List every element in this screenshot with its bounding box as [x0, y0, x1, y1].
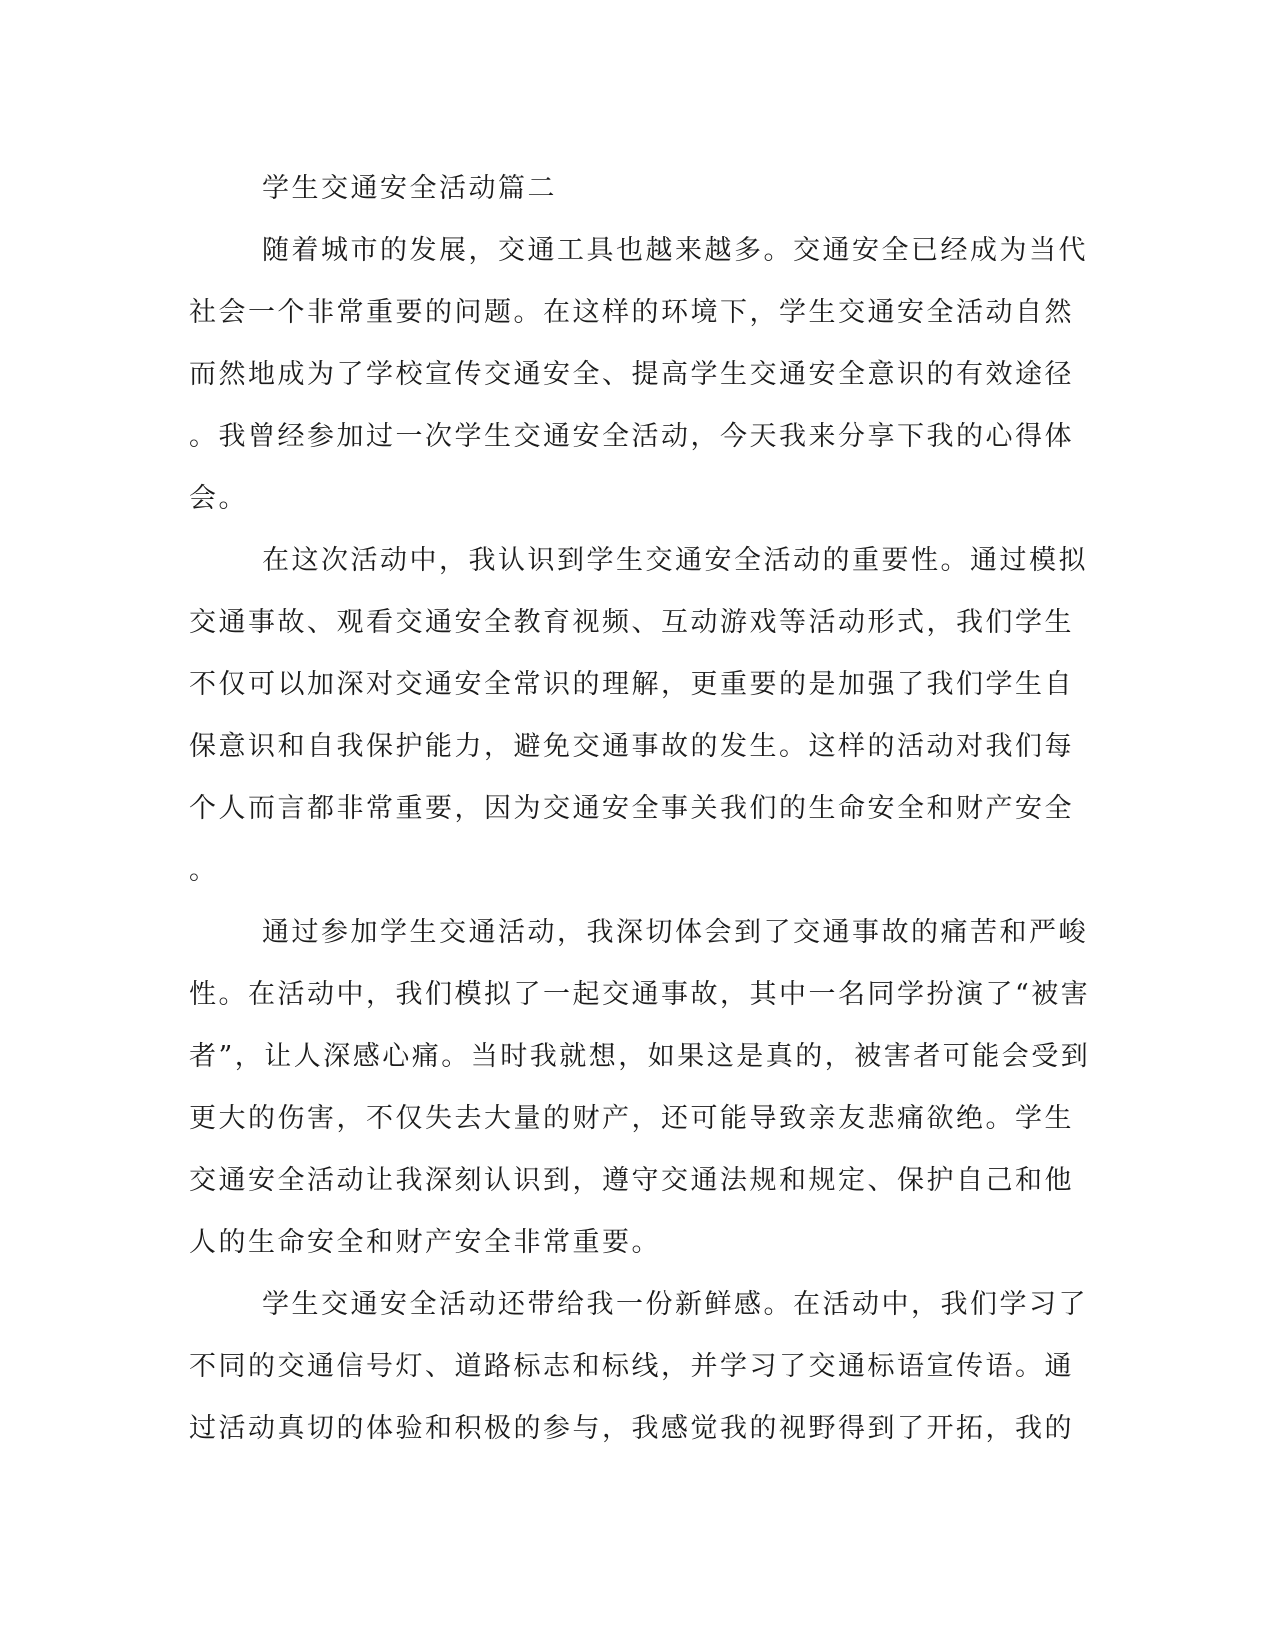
paragraph-line: 交通安全活动让我深刻认识到，遵守交通法规和规定、保护自己和他 — [189, 1165, 1074, 1196]
document-body — [189, 158, 1091, 1460]
paragraph-2 — [189, 530, 1088, 902]
document-heading: 学生交通安全活动篇二 — [262, 173, 557, 204]
paragraph-line: 学生交通安全活动还带给我一份新鲜感。在活动中，我们学习了 — [262, 1289, 1088, 1320]
paragraph-line: 通过参加学生交通活动，我深切体会到了交通事故的痛苦和严峻 — [262, 917, 1088, 948]
paragraph-4 — [189, 1274, 1088, 1460]
paragraph-line: 个人而言都非常重要，因为交通安全事关我们的生命安全和财产安全 — [189, 793, 1074, 824]
paragraph-line: 不仅可以加深对交通安全常识的理解，更重要的是加强了我们学生自 — [189, 669, 1074, 700]
paragraph-line: 交通事故、观看交通安全教育视频、互动游戏等活动形式，我们学生 — [189, 607, 1074, 638]
paragraph-line: 不同的交通信号灯、道路标志和标线，并学习了交通标语宣传语。通 — [189, 1351, 1074, 1382]
paragraph-line: 者”，让人深感心痛。当时我就想，如果这是真的，被害者可能会受到 — [189, 1041, 1091, 1072]
paragraph-line: 性。在活动中，我们模拟了一起交通事故，其中一名同学扮演了“被害 — [189, 979, 1091, 1010]
paragraph-line: 。 — [189, 855, 219, 886]
paragraph-1 — [189, 220, 1088, 530]
paragraph-line: 社会一个非常重要的问题。在这样的环境下，学生交通安全活动自然 — [189, 297, 1074, 328]
paragraph-line: 更大的伤害，不仅失去大量的财产，还可能导致亲友悲痛欲绝。学生 — [189, 1103, 1074, 1134]
paragraph-line: 过活动真切的体验和积极的参与，我感觉我的视野得到了开拓，我的 — [189, 1413, 1074, 1444]
paragraph-line: 会。 — [189, 483, 248, 514]
paragraph-3 — [189, 902, 1091, 1274]
paragraph-line: 在这次活动中，我认识到学生交通安全活动的重要性。通过模拟 — [262, 545, 1088, 576]
paragraph-line: 人的生命安全和财产安全非常重要。 — [189, 1227, 661, 1258]
paragraph-line: 。我曾经参加过一次学生交通安全活动，今天我来分享下我的心得体 — [189, 421, 1074, 452]
paragraph-line: 随着城市的发展，交通工具也越来越多。交通安全已经成为当代 — [262, 235, 1088, 266]
paragraph-line: 保意识和自我保护能力，避免交通事故的发生。这样的活动对我们每 — [189, 731, 1074, 762]
paragraph-line: 而然地成为了学校宣传交通安全、提高学生交通安全意识的有效途径 — [189, 359, 1074, 390]
